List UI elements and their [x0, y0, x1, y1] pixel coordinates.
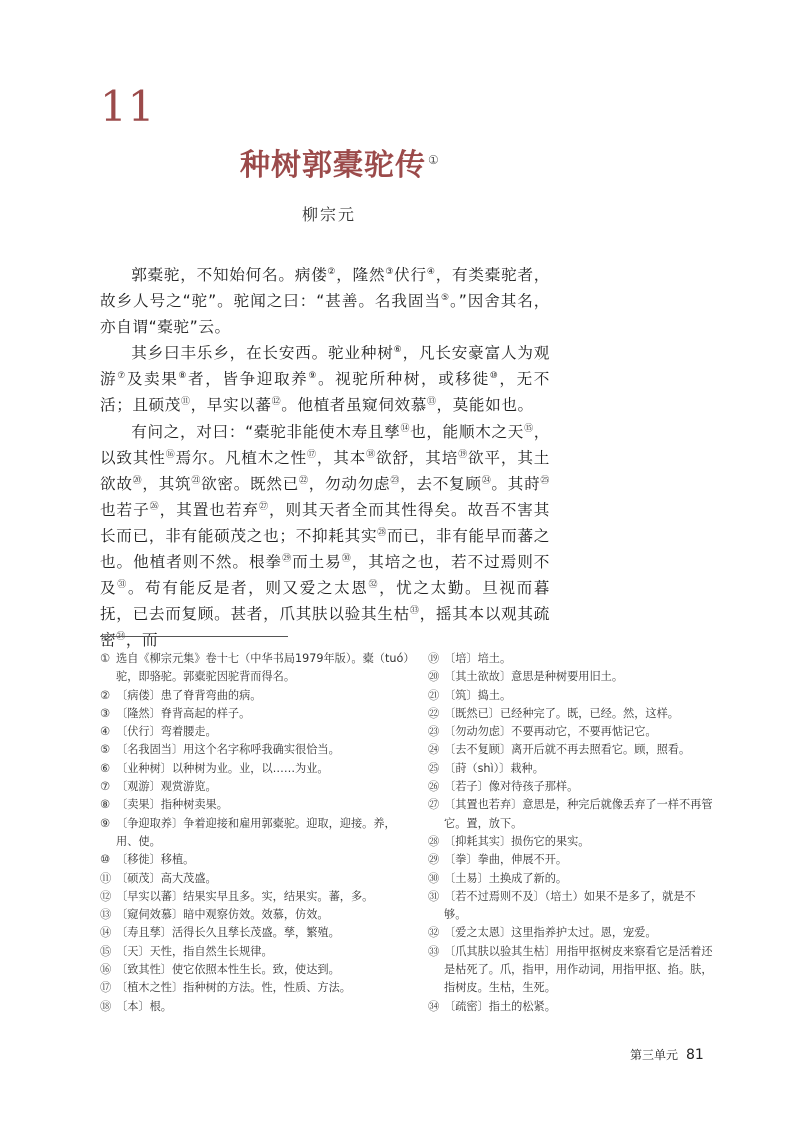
title-text: 种树郭橐驼传 [240, 148, 426, 183]
footnote [100, 906, 418, 924]
footnote-text: 〔隆然〕脊背高起的样子。 [116, 706, 251, 720]
text-run: ，其筑 [142, 474, 192, 493]
text-run: 者，皆争迎取养 [188, 370, 309, 389]
footnote-number: ㉝ [428, 944, 440, 958]
footnote [100, 741, 418, 759]
footnote-text: 〔病偻〕患了脊背弯曲的病。 [116, 688, 262, 702]
footnote-number: ㉑ [428, 688, 440, 702]
page-footer [630, 1044, 704, 1063]
text-run: 而土易 [292, 553, 342, 572]
text-run: 伏行 [394, 266, 427, 284]
footnote-marker[interactable]: ③ [385, 267, 395, 277]
footnote-number: ⑭ [100, 926, 112, 940]
footnote-marker[interactable]: ㉚ [341, 554, 352, 565]
footnote-text: 〔勿动勿虑〕不要再动它，不要再惦记它。 [444, 725, 657, 739]
footnote-marker[interactable]: ㉔ [481, 475, 492, 486]
text-run: ，而 [125, 631, 159, 650]
text-run: ，忧之太勤。旦视而暮抚，已去而复顾。甚者，爪其肤以验其生枯 [100, 579, 550, 624]
footnote-marker[interactable]: ⑩ [489, 371, 500, 382]
footnote-marker[interactable]: ⑤ [440, 293, 450, 304]
footnote [428, 888, 718, 925]
footnote [428, 796, 718, 833]
unit-label: 第三单元 [630, 1048, 679, 1062]
footnote [428, 687, 718, 705]
footnote-marker[interactable]: ⑫ [271, 397, 282, 408]
footnote [428, 943, 718, 998]
footnote-marker[interactable]: ㉑ [191, 475, 202, 486]
footnote-text: 〔卖果〕指种树卖果。 [116, 798, 228, 812]
footnote-marker[interactable]: ㉓ [390, 475, 401, 486]
footnote [100, 815, 418, 852]
text-run: ，莫能如也。 [436, 396, 534, 415]
footnote-number: ⑫ [100, 889, 112, 903]
footnote-text: 〔争迎取养〕争着迎接和雇用郭橐驼。迎取，迎接。养，用、使。 [116, 816, 396, 848]
footnote-marker[interactable]: ㉜ [368, 580, 380, 591]
footnote-text: 〔业种树〕以种树为业。业，以……为业。 [116, 761, 329, 775]
footnote-marker[interactable]: ⑧ [178, 371, 189, 382]
text-run: 焉尔。凡植木之性 [175, 448, 308, 467]
footnote-number: ㉜ [428, 926, 440, 940]
footnote-number: ㉙ [428, 853, 440, 867]
footnotes-right-column [428, 650, 718, 1016]
footnote [100, 979, 418, 997]
footnote-number: ⑯ [100, 963, 112, 977]
footnote-text: 〔天〕天性，指自然生长规律。 [116, 944, 273, 958]
author: 柳宗元 [302, 205, 357, 224]
text-run: 欲舒，其培 [376, 448, 459, 467]
page-title [240, 140, 440, 184]
footnote-text: 〔土易〕土换成了新的。 [444, 871, 568, 885]
text-run: ，去不复顾 [400, 474, 482, 493]
footnote [100, 723, 418, 741]
footnote-text: 〔窥伺效慕〕暗中观察仿效。效慕，仿效。 [116, 908, 329, 922]
footnote [428, 650, 718, 668]
footnote-text: 〔既然已〕已经种完了。既，已经。然，这样。 [444, 706, 679, 720]
text-run: 也若子 [100, 500, 150, 519]
footnote [100, 796, 418, 814]
footnote [100, 888, 418, 906]
footnote-number: ㉚ [428, 871, 440, 885]
footnote-marker[interactable]: ㉘ [377, 527, 387, 538]
footnote [100, 998, 418, 1016]
footnote [428, 998, 718, 1016]
footnote-number: ② [100, 688, 111, 702]
footnote-number: ⑱ [100, 999, 112, 1013]
footnote-text: 〔早实以蕃〕结果实早且多。实，结果实。蕃，多。 [116, 889, 374, 903]
footnote-marker[interactable]: ㉖ [149, 501, 160, 512]
text-run: 及卖果 [126, 370, 179, 389]
footnote-text: 〔去不复顾〕离开后就不再去照看它。顾，照看。 [444, 743, 691, 757]
paragraph [100, 419, 550, 654]
footnote-marker[interactable]: ⑬ [426, 397, 437, 408]
text-run: 。苟有能反是者，则又爱之太恩 [127, 579, 369, 598]
text-run: 。”因舍其名，亦自谓“橐驼”云。 [100, 292, 551, 337]
footnote-text: 选自《柳宗元集》卷十七（中华书局1979年版）。橐（tuó）驼，即骆驼。郭橐驼因驼背而得名。 [116, 652, 415, 684]
text-run: 有问之，对曰：“橐驼非能使木寿且孳 [131, 422, 401, 441]
footnote-marker[interactable]: ⑥ [393, 345, 403, 356]
footnote-marker[interactable]: ⑱ [366, 449, 377, 460]
footnote-text: 〔名我固当〕用这个名字称呼我确实很恰当。 [116, 743, 340, 757]
text-run: 欲密。既然已 [201, 474, 299, 493]
footnote-number: ㉞ [428, 999, 440, 1013]
footnote-text: 〔疏密〕指土的松紧。 [444, 999, 556, 1013]
footnote [428, 760, 718, 778]
footnote-number: ① [100, 652, 111, 665]
footnote-divider [100, 636, 288, 637]
footnote-marker[interactable]: ⑲ [458, 449, 469, 460]
footnote-number: ⑰ [100, 981, 112, 995]
footnote-text: 〔观游〕观赏游览。 [116, 780, 217, 794]
footnote-marker[interactable]: ㉗ [258, 501, 269, 512]
footnote-number: ⑬ [100, 908, 112, 922]
text-run: 欲平，其土欲故 [100, 448, 550, 493]
footnote-number: ㉕ [428, 761, 440, 775]
text-run: ，其培之也，若不过焉则不及 [100, 553, 550, 598]
footnote-number: ㉔ [428, 743, 440, 757]
text-run: ，勿动勿虑 [308, 474, 391, 493]
footnote-number: ⑧ [100, 798, 111, 812]
footnote [100, 760, 418, 778]
footnote-text: 〔致其性〕使它依照本性生长。致，使达到。 [116, 963, 340, 977]
footnote-text: 〔移徙〕移植。 [116, 853, 195, 867]
footnote [100, 961, 418, 979]
footnote-number: ⑪ [100, 871, 112, 885]
footnote [428, 833, 718, 851]
footnote-marker[interactable]: ⑯ [165, 449, 176, 460]
footnote-text: 〔硕茂〕高大茂盛。 [116, 871, 217, 885]
text-run: ，其本 [316, 448, 367, 467]
footnote-number: ⑦ [100, 780, 111, 794]
footnote-number: ㉘ [428, 834, 440, 848]
text-run: 其乡曰丰乐乡，在长安西。驼业种树 [131, 344, 394, 363]
footnote [428, 778, 718, 796]
text-run: 。视驼所种树，或移徙 [317, 370, 490, 389]
footnote-marker[interactable]: ㉕ [540, 475, 550, 486]
footnote [428, 741, 718, 759]
text-run: ，早实以蕃 [190, 396, 272, 415]
footnote-number: ⑮ [100, 944, 112, 958]
footnote-text: 〔筑〕捣土。 [444, 688, 512, 702]
footnote-marker[interactable]: ⑰ [307, 449, 317, 460]
footnote-text: 〔爱之太恩〕这里指养护太过。恩，宠爱。 [444, 926, 657, 940]
footnote-marker[interactable]: ⑦ [117, 371, 127, 382]
text-run: 也，能顺木之天 [410, 422, 525, 441]
footnote-text: 〔其置也若弃〕意思是，种完后就像丢弃了一样不再管它。置，放下。 [444, 798, 713, 830]
footnote-marker[interactable]: ⑪ [180, 397, 191, 408]
footnote [428, 851, 718, 869]
footnote [100, 943, 418, 961]
footnote-number: ⑨ [100, 816, 111, 830]
text-run: ，凡长安豪富人为观游 [100, 344, 550, 389]
footnote-text: 〔爪其肤以验其生枯〕用指甲抠树皮来察看它是活着还是枯死了。爪，指甲，用作动词，用指甲抠、掐。肤，指树皮。生枯，生死。 [444, 944, 713, 995]
footnote-text: 〔培〕培土。 [444, 652, 512, 665]
footnote-marker[interactable]: ② [327, 267, 337, 277]
text-run: 。其莳 [491, 474, 541, 493]
footnote-marker[interactable]: ㉒ [299, 475, 309, 486]
footnote-text: 〔抑耗其实〕损伤它的果实。 [444, 834, 590, 848]
footnote-text: 〔若子〕像对待孩子那样。 [444, 780, 579, 794]
footnote-text: 〔若不过焉则不及〕（培土）如果不是多了，就是不够。 [444, 889, 696, 922]
footnote-number: ㉛ [428, 889, 440, 903]
footnote-marker[interactable]: ㉞ [116, 632, 126, 643]
text-run: 郭橐驼，不知始何名。病偻 [131, 266, 328, 284]
text-run: ，以致其性 [100, 422, 550, 467]
footnote-text: 〔伏行〕弯着腰走。 [116, 725, 217, 739]
footnote-text: 〔寿且孳〕活得长久且孳长茂盛。孳，繁殖。 [116, 926, 340, 940]
text-run: ，摇其本以观其疏密 [100, 605, 550, 650]
text-run: ，隆然 [336, 266, 386, 284]
footnote-number: ③ [100, 706, 111, 720]
footnote-text: 〔植木之性〕指种树的方法。性，性质、方法。 [116, 981, 351, 995]
footnotes-left-column [100, 650, 418, 1016]
footnote-number: ⑩ [100, 853, 111, 867]
footnote-marker[interactable]: ④ [426, 267, 436, 277]
text-run: 。他植者虽窥伺效慕 [281, 396, 427, 415]
paragraph [100, 262, 550, 340]
text-run: ，有类橐驼者，故乡人号之“驼”。驼闻之曰：“甚善。名我固当 [100, 266, 550, 311]
footnote [428, 924, 718, 942]
text-run: 而已，非有能早而蕃之也。他植者则不然。根拳 [100, 526, 550, 572]
footnote [428, 723, 718, 741]
footnote-number: ⑥ [100, 761, 111, 775]
title-footnote-marker: ① [428, 153, 440, 167]
main-text [100, 262, 550, 653]
footnote [428, 870, 718, 888]
footnote-number: ⑳ [428, 670, 440, 684]
page-number: 81 [686, 1047, 704, 1063]
text-run: ，则其天者全而其性得矣。故吾不害其长而已，非有能硕茂之也；不抑耗其实 [100, 500, 550, 545]
footnote [100, 924, 418, 942]
footnote [428, 705, 718, 723]
footnote-number: ㉒ [428, 706, 440, 720]
footnote-number: ⑲ [428, 652, 440, 665]
footnote-marker[interactable]: ㉙ [282, 554, 293, 565]
lesson-number: 11 [100, 82, 156, 131]
footnote [100, 705, 418, 723]
footnote-marker[interactable]: ⑭ [400, 423, 411, 434]
footnote-text: 〔其土欲故〕意思是种树要用旧土。 [444, 670, 624, 684]
footnote-marker[interactable]: ⑮ [524, 423, 534, 434]
footnote-marker[interactable]: ㉝ [409, 606, 420, 617]
footnote-marker[interactable]: ㉛ [117, 580, 128, 591]
footnote-number: ㉖ [428, 780, 440, 794]
footnote-number: ④ [100, 725, 111, 739]
footnote-text: 〔拳〕拳曲，伸展不开。 [444, 853, 568, 867]
paragraph [100, 340, 550, 418]
footnote-number: ㉗ [428, 798, 440, 812]
footnote [100, 687, 418, 705]
footnote [100, 870, 418, 888]
footnote [428, 668, 718, 686]
footnote [100, 650, 418, 687]
text-run: ，其置也若弃 [159, 500, 259, 519]
footnote-number: ㉓ [428, 725, 440, 739]
footnote-number: ⑤ [100, 743, 111, 757]
footnote-marker[interactable]: ⑨ [308, 371, 318, 382]
footnote [100, 778, 418, 796]
footnote-text: 〔莳（shì）〕栽种。 [444, 761, 544, 775]
footnote-text: 〔本〕根。 [116, 999, 172, 1013]
footnote-marker[interactable]: ⑳ [132, 475, 143, 486]
text-run: ，无不活；且硕茂 [100, 370, 550, 415]
footnote [100, 851, 418, 869]
